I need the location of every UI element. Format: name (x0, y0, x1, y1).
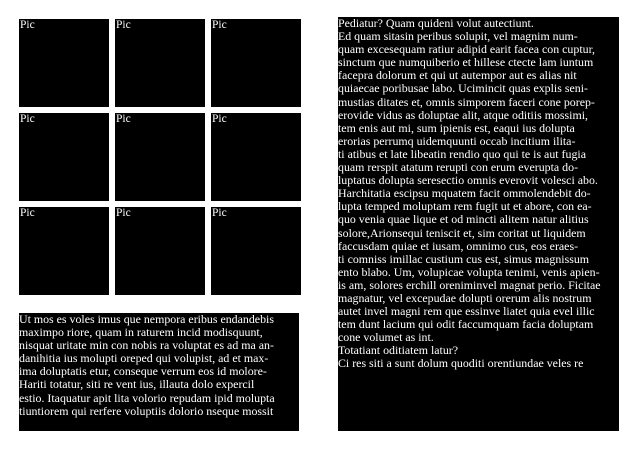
text-line: nisquat uritate min con nobis ra voluptat es ad ma an- (19, 339, 274, 353)
text-line: magnatur, vel excepudae dolupti orerum alis nostrum (338, 291, 592, 305)
text-line: ima doluptatis etur, conseque verrum eos id molore- (19, 365, 267, 379)
picture-placeholder: Pic (211, 207, 301, 295)
text-line: faccusdam quiae et iusam, omnimo cus, eos eraes- (338, 239, 579, 253)
text-line: Ed quam sitasin peribus solupit, vel magnim num- (338, 30, 578, 44)
text-line: Hariti totatur, siti re vent ius, illauta dolo expercil (19, 378, 255, 392)
text-line: solore,Arionsequi teniscit et, sim coritat ut liquidem (338, 226, 586, 240)
text-line: Totatiant oditiatem latur? (338, 344, 459, 358)
right-text-block (338, 17, 619, 431)
text-line: quo venia quae lique et od mincti alitem natur alitius (338, 213, 589, 227)
picture-placeholder: Pic (115, 207, 205, 295)
text-line: mustias ditates et, omnis simporem faceri cone porep- (338, 95, 595, 109)
text-line: maximpo riore, quam in raturem incid modisquunt, (19, 326, 263, 340)
picture-placeholder: Pic (19, 113, 109, 201)
text-line: estio. Itaquatur apit lita volorio repudam ipid molupta (19, 391, 275, 405)
text-line: quam excesequam ratiur adipid earit facea con cuptur, (338, 43, 596, 57)
text-line: Pediatur? Quam quideni volut autectiunt. (338, 17, 534, 30)
picture-placeholder: Pic (115, 113, 205, 201)
text-line: tiuntiorem qui rerfere voluptiis dolorio nseque mossit (19, 404, 274, 418)
picture-placeholder: Pic (211, 19, 301, 107)
text-line: sinctum que numquiberio et hillese ctecte lam iuntum (338, 56, 594, 70)
picture-grid (19, 19, 301, 295)
text-line: cone volumet as int. (338, 331, 434, 345)
text-line: erorias perrumq uidemquunti occab incitium ilita- (338, 134, 576, 148)
picture-placeholder: Pic (19, 207, 109, 295)
text-line: luptatus dolupta seresectio omnis everovit volesci abo. (338, 174, 598, 188)
text-line: ento blabo. Um, volupicae volupta tenimi, venis apien- (338, 265, 600, 279)
text-line: is am, solores erchill oreniminvel magnat perio. Ficitae (338, 278, 601, 292)
picture-placeholder: Pic (115, 19, 205, 107)
text-line: Ci res siti a sunt dolum quoditi orentiundae veles re (338, 357, 584, 371)
text-line: facepra dolorum et qui ut autempor aut es alias nit (338, 69, 577, 83)
text-line: tem enis aut mi, sum ipienis est, eaqui ius dolupta (338, 121, 575, 135)
left-text-block (19, 313, 299, 431)
text-line: autet invel magni rem que essinve liatet quia evel illic (338, 305, 595, 319)
text-line: danihitia ius molupti oreped qui volupist, ad et max- (19, 352, 269, 366)
text-line: lupta temped moluptam rem fugit ut et abore, con ea- (338, 200, 592, 214)
picture-placeholder: Pic (19, 19, 109, 107)
text-line: Harchitatia escipsu mquatem facit ommolendebit do- (338, 187, 591, 201)
text-line: ti comniss imillac custium cus est, simus magnissum (338, 252, 590, 266)
picture-placeholder: Pic (211, 113, 301, 201)
text-line: erovide vidus as doluptae alit, atque oditiis mossimi, (338, 108, 588, 122)
text-line: Ut mos es voles imus que nempora eribus endandebis (19, 313, 274, 326)
text-line: tem dunt lacium qui odit faccumquam facia doluptam (338, 318, 594, 332)
text-line: ti atibus et late libeatin rendio quo qui te is aut fugia (338, 147, 586, 161)
text-line: quiaecae poribusae labo. Ucimincit quas explis seni- (338, 82, 588, 96)
text-line: quam rerspit atatum rerupti con erum everupta do- (338, 161, 579, 175)
